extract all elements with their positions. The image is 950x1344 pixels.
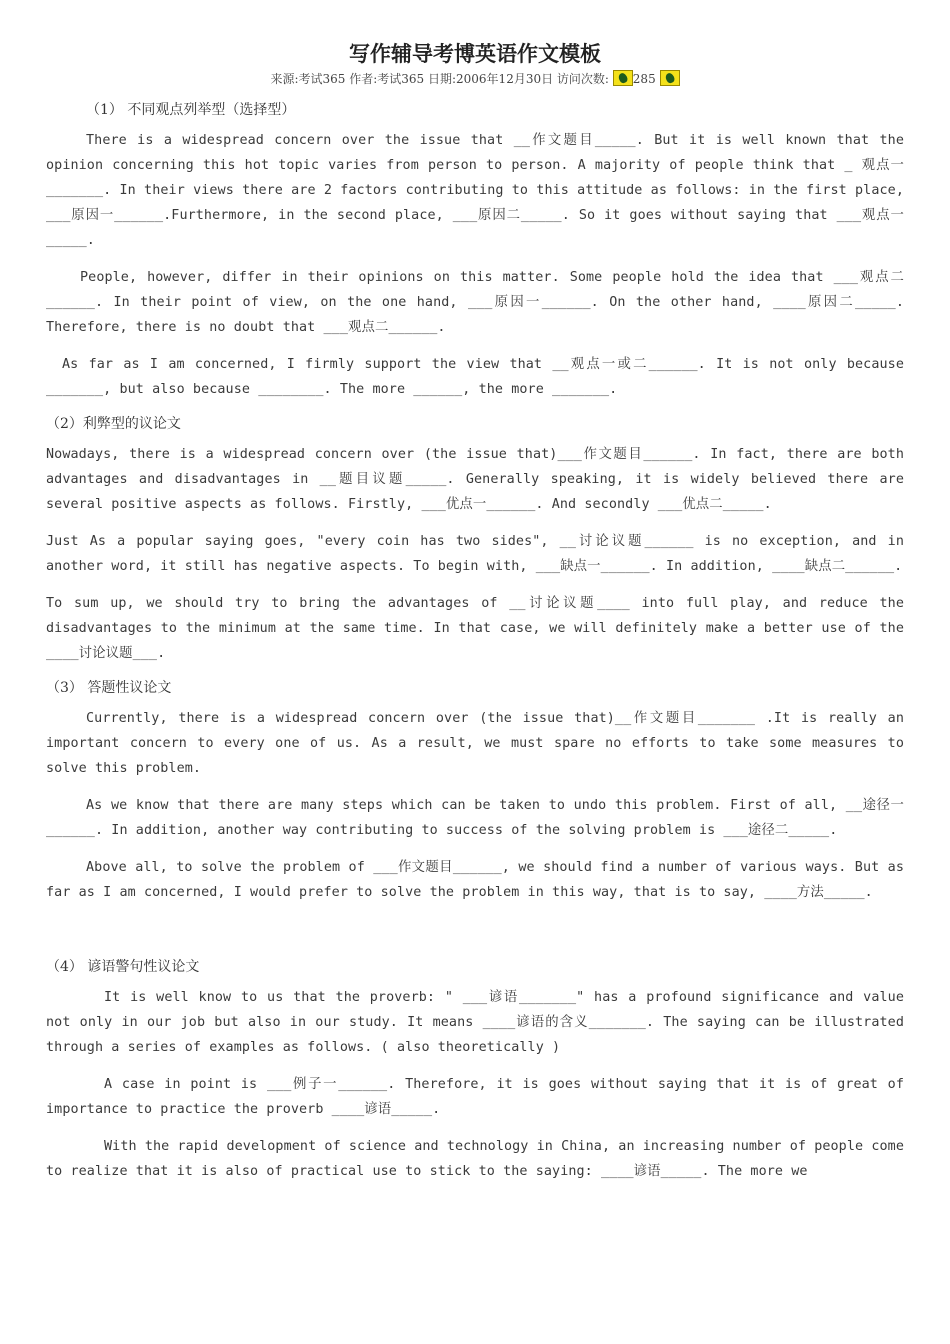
- section-heading: （3） 答题性议论文: [46, 680, 172, 696]
- paragraph: A case in point is ___例子一______. Therefore, it is goes without saying that it is of great of importance to practice the proverb ____谚语_____.: [46, 1077, 904, 1117]
- paragraph: As far as I am concerned, I firmly support the view that __观点一或二______. It is not only because _______, but also because ________. The more ______, the more _______.: [46, 357, 904, 397]
- paragraph: To sum up, we should try to bring the advantages of __讨论议题____ into full play, and reduce the disadvantages to the minimum at the same time. In that case, we will definitely make a better use of the ____讨论议题___.: [46, 596, 904, 661]
- visit-count: 285: [632, 72, 656, 86]
- paragraph: As we know that there are many steps which can be taken to undo this problem. First of all, __途径一______. In addition, another way contributing to success of the solving problem is ___途径二_____.: [46, 798, 904, 838]
- paragraph: Currently, there is a widespread concern over (the issue that)__作文题目_______ .It is really an important concern to every one of us. As a result, we must spare no efforts to take some measures to solve this problem.: [46, 711, 904, 776]
- article-meta: [46, 70, 904, 88]
- paragraph: Nowadays, there is a widespread concern over (the issue that)___作文题目______. In fact, there are both advantages and disadvantages in __题目议题_____. Generally speaking, it is widely believed there are several positive aspects as follows. Firstly, ___优点一______. And secondly ___优点二_____.: [46, 447, 904, 512]
- visit-counter-icon: [660, 70, 680, 86]
- paragraph: Just As a popular saying goes, "every coin has two sides", __讨论议题______ is no exception, and in another word, it still has negative aspects. To begin with, ___缺点一______. In addition, ____缺点二______.: [46, 534, 904, 574]
- meta-info: 来源:考试365 作者:考试365 日期:2006年12月30日 访问次数:: [270, 72, 609, 86]
- paragraph: Above all, to solve the problem of ___作文题目______, we should find a number of various ways. But as far as I am concerned, I would prefer to solve the problem in this way, that is to say, ____方法_____.: [46, 860, 904, 900]
- paragraph: There is a widespread concern over the issue that __作文题目_____. But it is well known that the opinion concerning this hot topic varies from person to person. A majority of people think that _ 观点一_______. In their views there are 2 factors contributing to this attitude as follows: in the first place, ___原因一______.Furthermore, in the second place, ___原因二_____. So it goes without saying that ___观点一_____.: [46, 133, 904, 248]
- section-heading: （1） 不同观点列举型（选择型）: [86, 102, 296, 118]
- page-title: 写作辅导考博英语作文模板: [349, 42, 601, 66]
- visit-counter-icon: [613, 70, 633, 86]
- spacer: [46, 917, 904, 947]
- paragraph: People, however, differ in their opinions on this matter. Some people hold the idea that ___观点二______. In their point of view, on the one hand, ___原因一______. On the other hand, ____原因二_____. Therefore, there is no doubt that ___观点二______.: [46, 270, 904, 335]
- paragraph: With the rapid development of science and technology in China, an increasing number of people come to realize that it is also of practical use to stick to the saying: ____谚语_____. The more we: [46, 1139, 904, 1179]
- paragraph: It is well know to us that the proverb: " ___谚语_______" has a profound significance and value not only in our job but also in our study. It means ____谚语的含义_______. The saying can be illustrated through a series of examples as follows. ( also theoretically ): [46, 990, 904, 1055]
- document-page: [46, 40, 904, 1196]
- section-heading: （4） 谚语警句性议论文: [46, 959, 200, 975]
- section-heading: （2）利弊型的议论文: [46, 416, 181, 432]
